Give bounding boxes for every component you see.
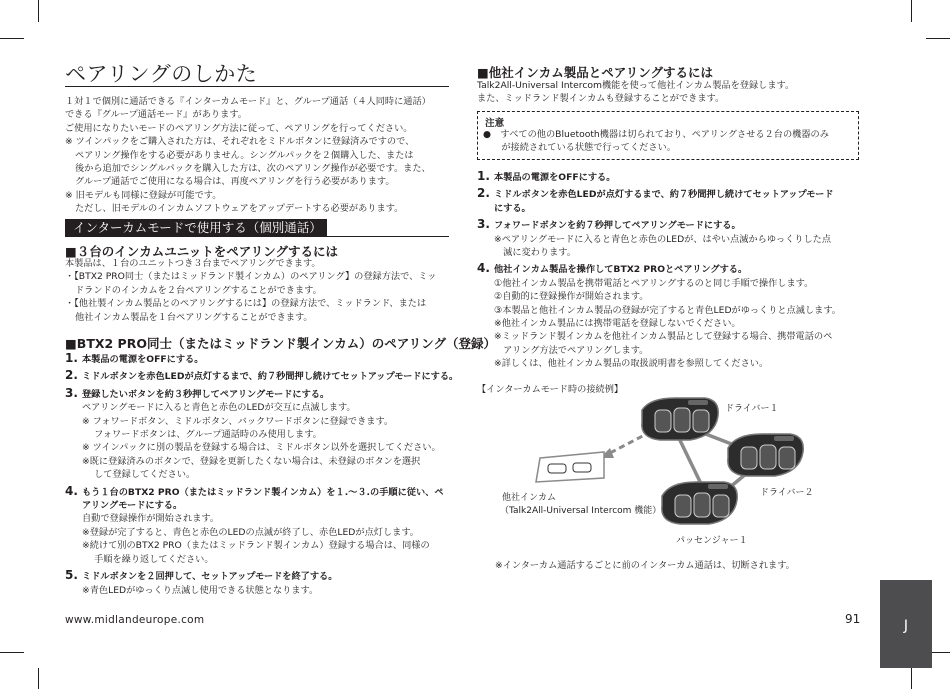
step-item: 1. 本製品の電源をOFFにする。 [477, 169, 616, 183]
body-line: ドランドのインカムを２台ペアリングすることができます。 [75, 284, 322, 296]
intro-line: 後から追加でシングルパックを購入した方は、次のペアリング操作が必要です。また、 [75, 163, 431, 175]
caution-label: 注意 [485, 118, 505, 129]
step-item: 4. 他社インカム製品を操作してBTX2 PROとペアリングする。 [477, 261, 748, 276]
intro-line: できる『グループ通話モード』があります。 [65, 109, 247, 121]
connection-diagram [500, 392, 860, 552]
label-other-intercom-sub: （Talk2All-Universal Intercom 機能） [500, 506, 662, 516]
intro-line: ※ ツインパックをご購入された方は、それぞれをミドルボタンに登録済みですので、 [65, 136, 415, 148]
step-detail: ※ ツインパックに別の製品を登録する場合は、ミドルボタン以外を選択してください。 [82, 442, 441, 454]
step-detail: 自動で登録操作が開始されます。 [82, 513, 220, 525]
intro-block [65, 95, 431, 216]
intro-line: また、ミッドランド製インカムも登録することができます。 [477, 93, 725, 105]
body-line: ・【他社製インカム製品とのペアリングするには】の登録方法で、ミッドランド、または [65, 298, 427, 310]
step-detail: ※続けて別のBTX2 PRO（またはミッドランド製インカム）登録する場合は、同様の [82, 540, 430, 552]
step-detail: 手順を繰り返してください。 [82, 553, 214, 565]
step-detail: ※青色LEDがゆっくり点滅し使用できる状態となります。 [82, 584, 319, 596]
intro-line: Talk2All-Universal Intercom機能を使って他社インカム製品を登録します。 [477, 80, 795, 91]
steps-list [65, 352, 458, 597]
body-line: 他社インカム製品を１台ペアリングすることができます。 [75, 311, 313, 323]
intro-line: ご使用になりたいモードのペアリング方法に従って、ペアリングを行ってください。 [65, 122, 413, 134]
step-item: 2. ミドルボタンを赤色LEDが点灯するまで、約７秒間押し続けてセットアップモードにする。 [65, 368, 459, 383]
step-detail: ※登録が完了すると、青色と赤色のLEDの点滅が終了し、赤色LEDが点灯します。 [82, 526, 419, 538]
crop-mark [0, 38, 24, 39]
label-driver2: ドライバー２ [760, 488, 814, 498]
step-item: 2. ミドルボタンを赤色LEDが点灯するまで、約７秒間押し続けてセットアップモード [477, 186, 834, 201]
crop-mark [38, 668, 39, 689]
step-detail: フォワードボタンは、グループ通話時のみ使用します。 [82, 429, 322, 441]
intro-line: ※ 旧モデルも同様に登録が可能です。 [65, 189, 222, 201]
step-detail: ※既に登録済みのボタンで、登録を更新したくない場合は、未登録のボタンを選択 [82, 455, 421, 467]
step-item: 3. フォワードボタンを約７秒押してペアリングモードにする。 [477, 217, 741, 232]
step-detail: ※他社インカム製品には携帯電話を登録しないでください。 [494, 318, 741, 330]
step-detail: ペアリングモードに入ると青色と赤色のLEDが交互に点滅します。 [82, 402, 356, 414]
intercom-driver2-icon [728, 434, 803, 476]
section-heading: ■３台のインカムユニットをペアリングするには [65, 244, 339, 259]
page-title: ペアリングのしかた [65, 62, 258, 86]
step-detail: ①他社インカム製品を携帯電話とペアリングするのと同じ手順で操作します。 [494, 277, 814, 289]
step-item-cont: アリングモードにする。 [82, 500, 183, 512]
step-detail: 滅に変わります。 [494, 247, 576, 259]
step-detail: ※ミッドランド製インカムを他社インカム製品として登録する場合、携帯電話のペ [494, 331, 833, 343]
right-steps-list [477, 170, 841, 371]
label-other-intercom: 他社インカム [502, 493, 557, 503]
intercom-passenger1-icon [662, 482, 737, 524]
right-intro [477, 79, 794, 106]
step-item: 4. もう１台のBTX2 PRO（またはミッドランド製インカム）を１.～３.の手順に従い、ペ [65, 483, 444, 498]
label-driver1: ドライバー１ [725, 404, 779, 414]
step-detail: アリング方法でペアリングします。 [494, 344, 649, 356]
footnote: ※インターカム通話するごとに前のインターカム通話は、切断されます。 [495, 560, 795, 571]
title-rule [65, 86, 449, 87]
language-tab: J [880, 580, 932, 668]
step-detail: ※詳しくは、他社インカム製品の取扱説明書を参照してください。 [494, 358, 769, 370]
step-detail: ②自動的に登録操作が開始されます。 [494, 291, 649, 303]
crop-mark [0, 652, 24, 653]
section1-body [65, 257, 436, 324]
crop-mark [911, 668, 912, 689]
body-line: ・【BTX2 PRO同士（またはミッドランド製インカム）のペアリング】の登録方法で、ミッ [65, 271, 437, 283]
intro-line: ただし、旧モデルのインカムソフトウェアをアップデートする必要があります。 [75, 203, 404, 215]
step-detail: ③本製品と他社インカム製品の登録が完了すると青色LEDがゆっくりと点滅します。 [494, 304, 841, 316]
body-line: 本製品は、１台のユニットつき３台までペアリングできます。 [65, 258, 321, 269]
intro-line: ペアリング操作をする必要がありません。シングルパックを２個購入した、または [75, 149, 414, 161]
step-detail: ※ フォワードボタン、ミドルボタン、バックワードボタンに登録できます。 [82, 415, 394, 427]
caution-line: が接続されている状態で行ってください。 [483, 142, 676, 154]
section-heading: ■他社インカム製品とペアリングするには [477, 65, 714, 80]
caution-line: ● すべての他のBluetooth機器は切られており、ペアリングさせる２台の機器のみ [483, 129, 829, 140]
other-intercom-icon [536, 452, 604, 482]
intercom-driver1-icon [642, 398, 718, 440]
crop-mark [926, 38, 950, 39]
crop-mark [911, 0, 912, 22]
section-band: インターカムモードで使用する（個別通話） [65, 219, 327, 237]
intro-line: グループ通話でご使用になる場合は、再度ペアリングを行う必要があります。 [75, 176, 395, 188]
section-band-rule [327, 236, 449, 237]
step-item: 5. ミドルボタンを２回押して、セットアップモードを終了する。 [65, 568, 338, 583]
page-number: 91 [845, 612, 861, 626]
footer-url: www.midlandeurope.com [65, 614, 205, 626]
intro-line: １対１で個別に通話できる『インターカムモード』と、グループ通話（４人同時に通話） [65, 96, 431, 107]
caution-text [483, 128, 829, 155]
diagram-caption: 【インターカムモード時の接続例】 [477, 384, 624, 395]
crop-mark [38, 0, 39, 22]
step-item-cont: にする。 [494, 202, 531, 214]
label-passenger1: パッセンジャー１ [676, 536, 748, 546]
step-item: 3. 登録したいボタンを約３秒押してペアリングモードにする。 [65, 385, 330, 400]
step-item: 1. 本製品の電源をOFFにする。 [65, 351, 204, 365]
step-detail: ※ペアリングモードに入ると青色と赤色のLEDが、はやい点滅からゆっくりした点 [494, 233, 832, 245]
section-heading: ■BTX2 PRO同士（またはミッドランド製インカム）のペアリング（登録） [65, 336, 496, 351]
step-detail: して登録してください。 [82, 469, 196, 481]
